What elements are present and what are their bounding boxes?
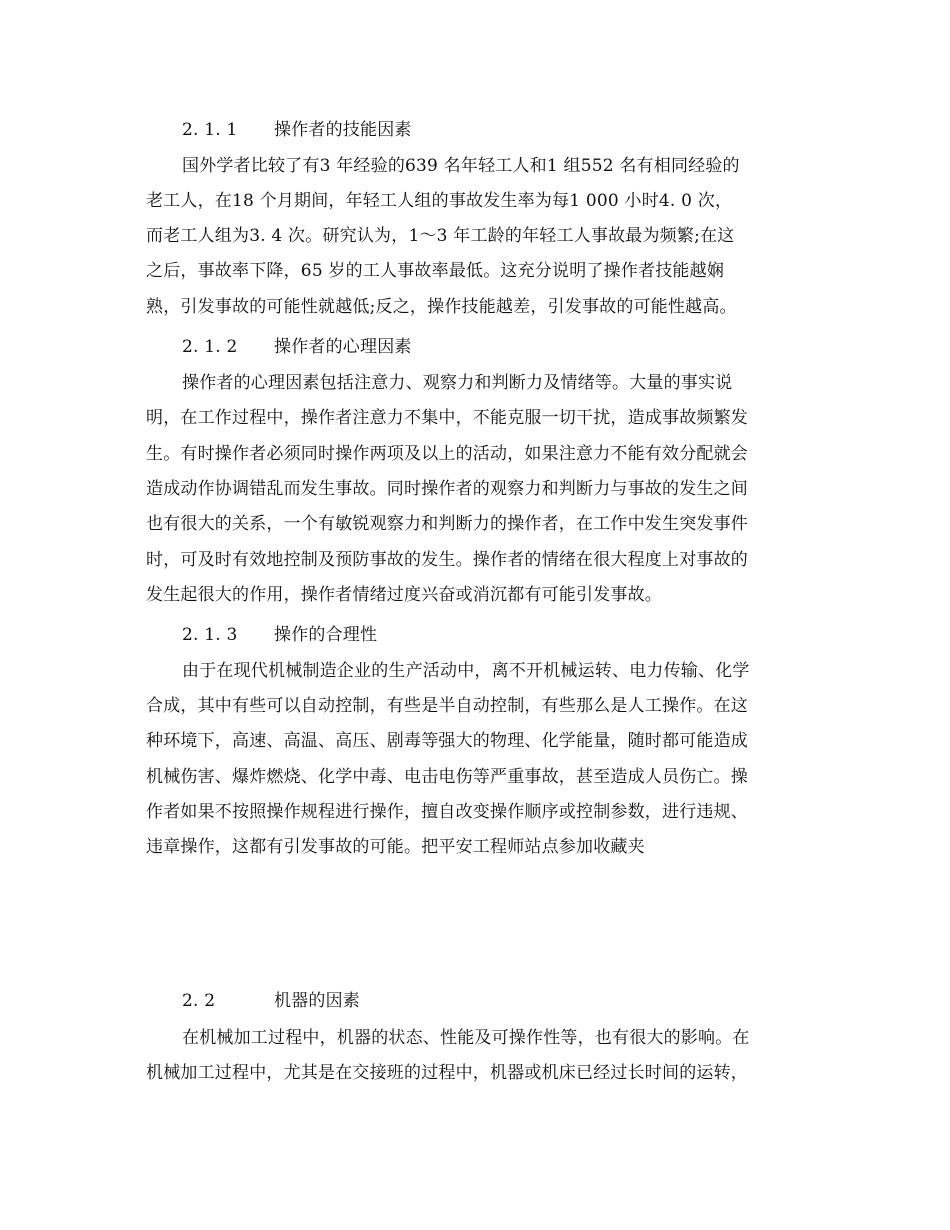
paragraph-line: 违章操作，这都有引发事故的可能。把平安工程师站点参加收藏夹 (146, 837, 645, 857)
paragraph-line: 操作者的心理因素包括注意力、观察力和判断力及情绪等。大量的事实说 (182, 373, 733, 393)
section-heading (182, 990, 842, 1012)
paragraph-line: 而老工人组为3. 4 次。研究认为，1～3 年工龄的年轻工人事故最为频繁;在这 (146, 226, 735, 246)
paragraph-line: 在机械加工过程中，机器的状态、性能及可操作性等，也有很大的影响。在 (182, 1028, 750, 1048)
section-title: 操作的合理性 (274, 625, 378, 645)
paragraph-line: 合成，其中有些可以自动控制，有些是半自动控制，有些那么是人工操作。在这 (146, 696, 748, 716)
section-heading (182, 336, 842, 358)
section-number: 2. 1. 1 (182, 120, 238, 140)
paragraph-line: 明，在工作过程中，操作者注意力不集中，不能克服一切干扰，造成事故频繁发 (146, 408, 748, 428)
paragraph-line: 机械加工过程中，尤其是在交接班的过程中，机器或机床已经过长时间的运转， (146, 1063, 748, 1083)
paragraph-line: 熟，引发事故的可能性就越低;反之，操作技能越差，引发事故的可能性越高。 (146, 297, 737, 317)
section-number: 2. 1. 2 (182, 337, 238, 357)
paragraph-line: 由于在现代机械制造企业的生产活动中，离不开机械运转、电力传输、化学 (182, 661, 750, 681)
paragraph-line: 作者如果不按照操作规程进行操作，擅自改变操作顺序或控制参数，进行违规、 (146, 802, 748, 822)
paragraph-line: 也有很大的关系，一个有敏锐观察力和判断力的操作者，在工作中发生突发事件 (146, 514, 748, 534)
section-number: 2. 1. 3 (182, 625, 238, 645)
paragraph-line: 发生起很大的作用，操作者情绪过度兴奋或消沉都有可能引发事故。 (146, 585, 662, 605)
section-heading (182, 119, 842, 141)
paragraph-line: 造成动作协调错乱而发生事故。同时操作者的观察力和判断力与事故的发生之间 (146, 479, 748, 499)
paragraph-line: 种环境下，高速、高温、高压、剧毒等强大的物理、化学能量，随时都可能造成 (146, 731, 748, 751)
section-heading (182, 624, 842, 646)
paragraph-line: 之后，事故率下降，65 岁的工人事故率最低。这充分说明了操作者技能越娴 (146, 261, 725, 281)
section-title: 操作者的心理因素 (274, 337, 412, 357)
section-number: 2. 2 (182, 991, 216, 1011)
paragraph-line: 机械伤害、爆炸燃烧、化学中毒、电击电伤等严重事故，甚至造成人员伤亡。操 (146, 767, 748, 787)
paragraph-line: 生。有时操作者必须同时操作两项及以上的活动，如果注意力不能有效分配就会 (146, 444, 748, 464)
paragraph-line: 时，可及时有效地控制及预防事故的发生。操作者的情绪在很大程度上对事故的 (146, 550, 748, 570)
section-title: 机器的因素 (274, 991, 360, 1011)
paragraph-line: 老工人，在18 个月期间，年轻工人组的事故发生率为每1 000 小时4. 0 次， (146, 191, 733, 211)
section-title: 操作者的技能因素 (274, 120, 412, 140)
paragraph-line: 国外学者比较了有3 年经验的639 名年轻工人和1 组552 名有相同经验的 (182, 156, 740, 176)
